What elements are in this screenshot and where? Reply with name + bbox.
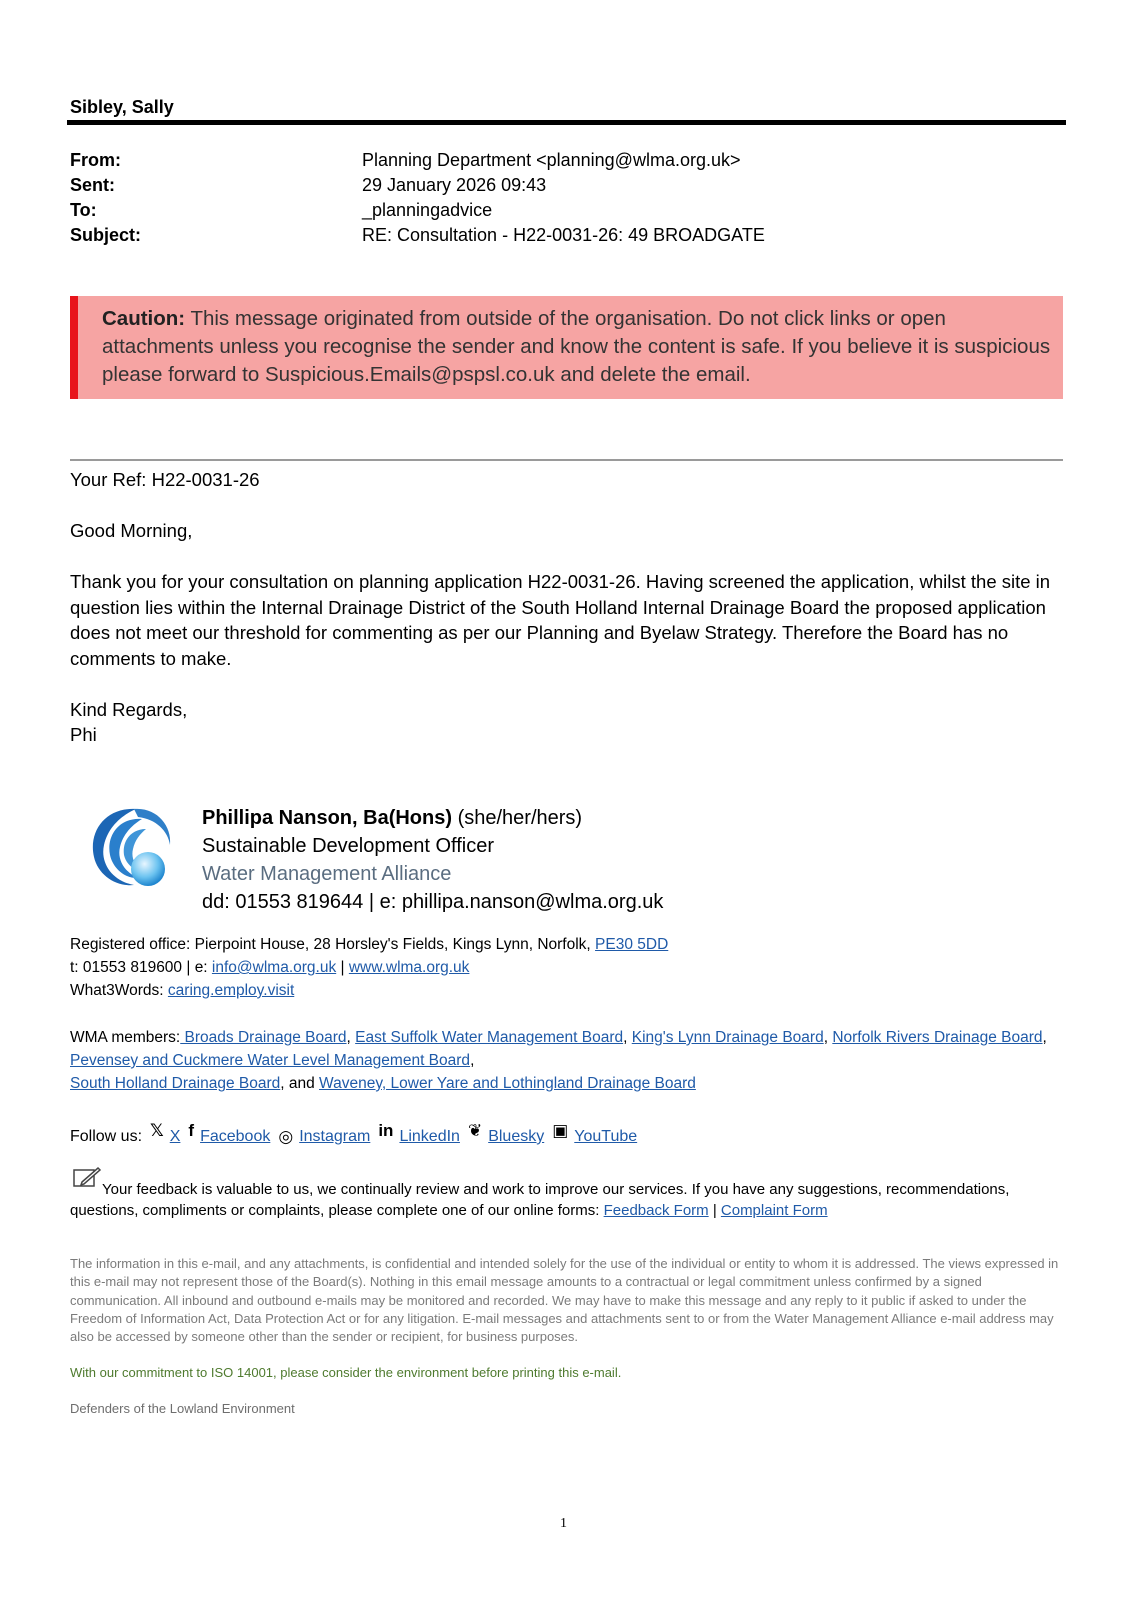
members-separator: , (346, 1029, 356, 1046)
sent-label: Sent: (70, 175, 115, 195)
linkedin-link[interactable]: LinkedIn (399, 1128, 460, 1145)
greeting: Good Morning, (70, 520, 193, 541)
feedback-note (70, 1179, 1070, 1221)
members-separator: , (823, 1029, 833, 1046)
complaint-form-link[interactable]: Complaint Form (720, 1202, 828, 1219)
bluesky-link[interactable]: Bluesky (488, 1128, 545, 1145)
members-separator: , (470, 1052, 475, 1069)
from-label: From: (70, 150, 121, 170)
member-link-norfolk-rivers[interactable]: Norfolk Rivers Drainage Board (832, 1029, 1043, 1046)
member-link-east-suffolk[interactable]: East Suffolk Water Management Board (355, 1029, 624, 1046)
body-paragraph: Thank you for your consultation on planning application H22-0031-26. Having screened the application, whilst the site in question lies within the Internal Drainage District of the South Holland Internal Drainage Board the proposed application does not meet our threshold for commenting as per our Planning and Byelaw Strategy. Therefore the Board has no comments to make. (70, 571, 1051, 669)
x-icon[interactable]: 𝕏 (150, 1121, 164, 1140)
sign-off: Kind Regards, (70, 699, 188, 720)
info-email-link[interactable]: info@wlma.org.uk (211, 959, 337, 976)
signature-block (202, 804, 663, 916)
members-and: , and (280, 1075, 320, 1092)
mailbox-owner-name: Sibley, Sally (70, 97, 174, 117)
signature-contact: dd: 01553 819644 | e: phillipa.nanson@wlma.org.uk (202, 891, 664, 913)
office-separator: | (336, 959, 349, 976)
facebook-link[interactable]: Facebook (200, 1128, 271, 1145)
bluesky-icon[interactable]: ❦ (467, 1121, 483, 1140)
tagline: Defenders of the Lowland Environment (70, 1401, 295, 1416)
caution-text: This message originated from outside of the organisation. Do not click links or open attachments unless you recognise the sender and know the content is safe. If you believe it is suspicious please forward to Suspicious.Emails@pspsl.co.uk and delete the email. (102, 307, 1051, 386)
registered-office-text: Registered office: Pierpoint House, 28 Horsley's Fields, Kings Lynn, Norfolk, (70, 936, 596, 953)
sender-short-name: Phi (70, 724, 97, 745)
your-ref: Your Ref: H22-0031-26 (70, 469, 260, 490)
follow-us (70, 1121, 638, 1147)
member-link-broads[interactable]: Broads Drainage Board (180, 1029, 347, 1046)
signature-name: Phillipa Nanson, Ba(Hons) (202, 807, 453, 829)
sent-value: 29 January 2026 09:43 (362, 175, 547, 195)
member-link-waveney[interactable]: Waveney, Lower Yare and Lothingland Drainage Board (319, 1075, 696, 1092)
phone-text: t: 01553 819600 | e: (70, 959, 212, 976)
header-rule (67, 120, 1066, 125)
member-link-pevensey[interactable]: Pevensey and Cuckmere Water Level Management Board (70, 1052, 471, 1069)
member-link-kings-lynn[interactable]: King's Lynn Drainage Board (631, 1029, 824, 1046)
wma-members (70, 1026, 1065, 1095)
x-link[interactable]: X (169, 1128, 181, 1145)
signature-organisation: Water Management Alliance (202, 863, 452, 885)
caution-banner (70, 296, 1063, 399)
members-separator: , (623, 1029, 632, 1046)
members-label: WMA members: (70, 1029, 181, 1046)
feedback-separator: | (708, 1202, 721, 1219)
signature-pronouns: (she/her/hers) (457, 807, 583, 829)
subject-value: RE: Consultation - H22-0031-26: 49 BROADGATE (362, 225, 765, 245)
website-link[interactable]: www.wlma.org.uk (348, 959, 470, 976)
signature-role: Sustainable Development Officer (202, 835, 495, 857)
instagram-icon[interactable]: ◎ (278, 1127, 294, 1146)
to-value: _planningadvice (362, 200, 493, 220)
feedback-text: Your feedback is valuable to us, we continually review and work to improve our services. If you have any suggestions, recommendations, questions, compliments or complaints, please complete one of our online forms: (70, 1181, 1010, 1219)
subject-label: Subject: (70, 225, 142, 245)
to-label: To: (70, 200, 97, 220)
wma-logo-icon (86, 801, 174, 893)
registered-office (70, 933, 1070, 1002)
members-separator: , (1042, 1029, 1047, 1046)
feedback-form-link[interactable]: Feedback Form (603, 1202, 709, 1219)
follow-label: Follow us: (70, 1128, 143, 1145)
body-divider (70, 459, 1063, 461)
page-number: 1 (560, 1516, 567, 1531)
youtube-link[interactable]: YouTube (574, 1128, 638, 1145)
instagram-link[interactable]: Instagram (299, 1128, 371, 1145)
postcode-link[interactable]: PE30 5DD (595, 936, 669, 953)
youtube-icon[interactable]: ▣ (552, 1121, 569, 1140)
member-link-south-holland[interactable]: South Holland Drainage Board (70, 1075, 281, 1092)
confidentiality-disclaimer: The information in this e-mail, and any attachments, is confidential and intended solely for the use of the individual or entity to whom it is addressed. The views expressed in this e-mail may not represent those of the Board(s). Nothing in this email message amounts to a contractual or legal commitment unless confirmed by a signed communication. All inbound and outbound e-mails may be monitored and recorded. We may have to make this message and any reply to it public if asked to under the Freedom of Information Act, Data Protection Act or for any litigation. E-mail messages and attachments sent to or from the Water Management Alliance e-mail address may also be accessed by someone other than the sender or recipient, for business purposes. (70, 1256, 1059, 1345)
w3w-link[interactable]: caring.employ.visit (167, 982, 295, 999)
w3w-label: What3Words: (70, 982, 168, 999)
from-value: Planning Department <planning@wlma.org.uk> (362, 150, 741, 170)
iso-note: With our commitment to ISO 14001, please consider the environment before printing this e-mail. (70, 1365, 622, 1380)
caution-label: Caution: (102, 307, 186, 330)
facebook-icon[interactable]: f (188, 1121, 195, 1140)
linkedin-icon[interactable]: in (378, 1121, 394, 1140)
